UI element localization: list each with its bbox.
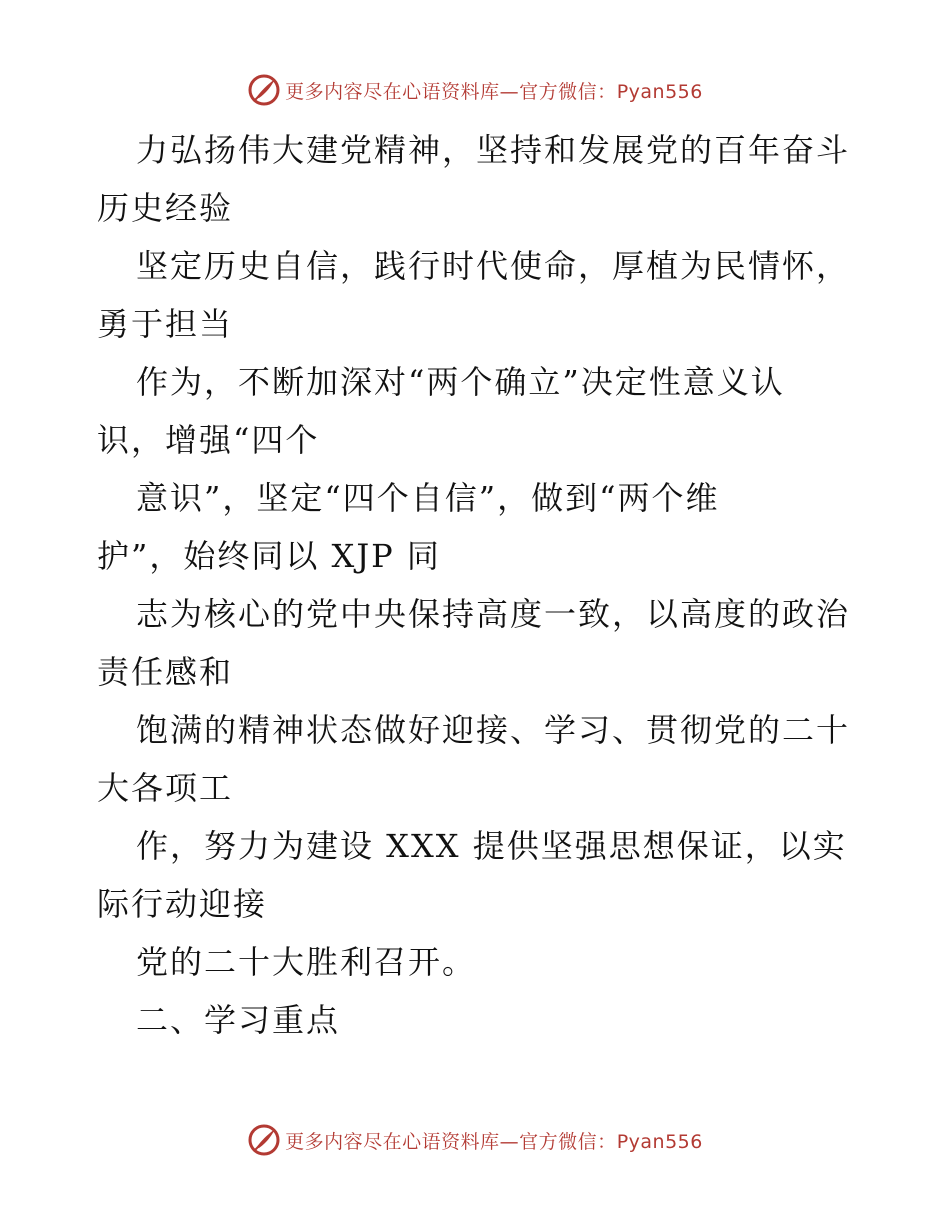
banner-wechat-id: Pyan556 [616, 1130, 703, 1153]
banner-text [285, 77, 703, 104]
feather-quill-logo-icon [247, 73, 281, 107]
banner-dash: — [499, 80, 520, 103]
banner-title: 更多内容尽在心语资料库 [285, 80, 500, 103]
banner-wechat-id: Pyan556 [616, 80, 703, 103]
text-line: 历史经验 [97, 189, 234, 227]
footer-banner [0, 1120, 950, 1160]
banner-title: 更多内容尽在心语资料库 [285, 1130, 500, 1153]
header-banner [0, 70, 950, 110]
text-line: 护”，始终同以 XJP 同 [97, 537, 441, 575]
text-line: 作为，不断加深对“两个确立”决定性意义认 [136, 363, 785, 401]
text-line: 责任感和 [97, 653, 234, 691]
text-line: 勇于担当 [97, 305, 234, 343]
text-line: 力弘扬伟大建党精神，坚持和发展党的百年奋斗 [136, 131, 851, 169]
text-line: 饱满的精神状态做好迎接、学习、贯彻党的二十 [136, 711, 851, 749]
text-line: 党的二十大胜利召开。 [136, 943, 477, 981]
text-line: 意识”，坚定“四个自信”，做到“两个维 [136, 479, 720, 517]
feather-quill-logo-icon [247, 1123, 281, 1157]
text-line: 识，增强“四个 [97, 421, 320, 459]
text-line: 作，努力为建设 XXX 提供坚强思想保证，以实 [136, 827, 847, 865]
banner-text [285, 1127, 703, 1154]
banner-wechat-label: 官方微信： [519, 80, 617, 103]
text-line: 坚定历史自信，践行时代使命，厚植为民情怀， [136, 247, 851, 285]
text-line: 大各项工 [97, 769, 234, 807]
text-line: 际行动迎接 [97, 885, 268, 923]
banner-wechat-label: 官方微信： [519, 1130, 617, 1153]
text-line: 志为核心的党中央保持高度一致，以高度的政治 [136, 595, 851, 633]
banner-dash: — [499, 1130, 520, 1153]
section-heading: 二、学习重点 [136, 1001, 341, 1039]
